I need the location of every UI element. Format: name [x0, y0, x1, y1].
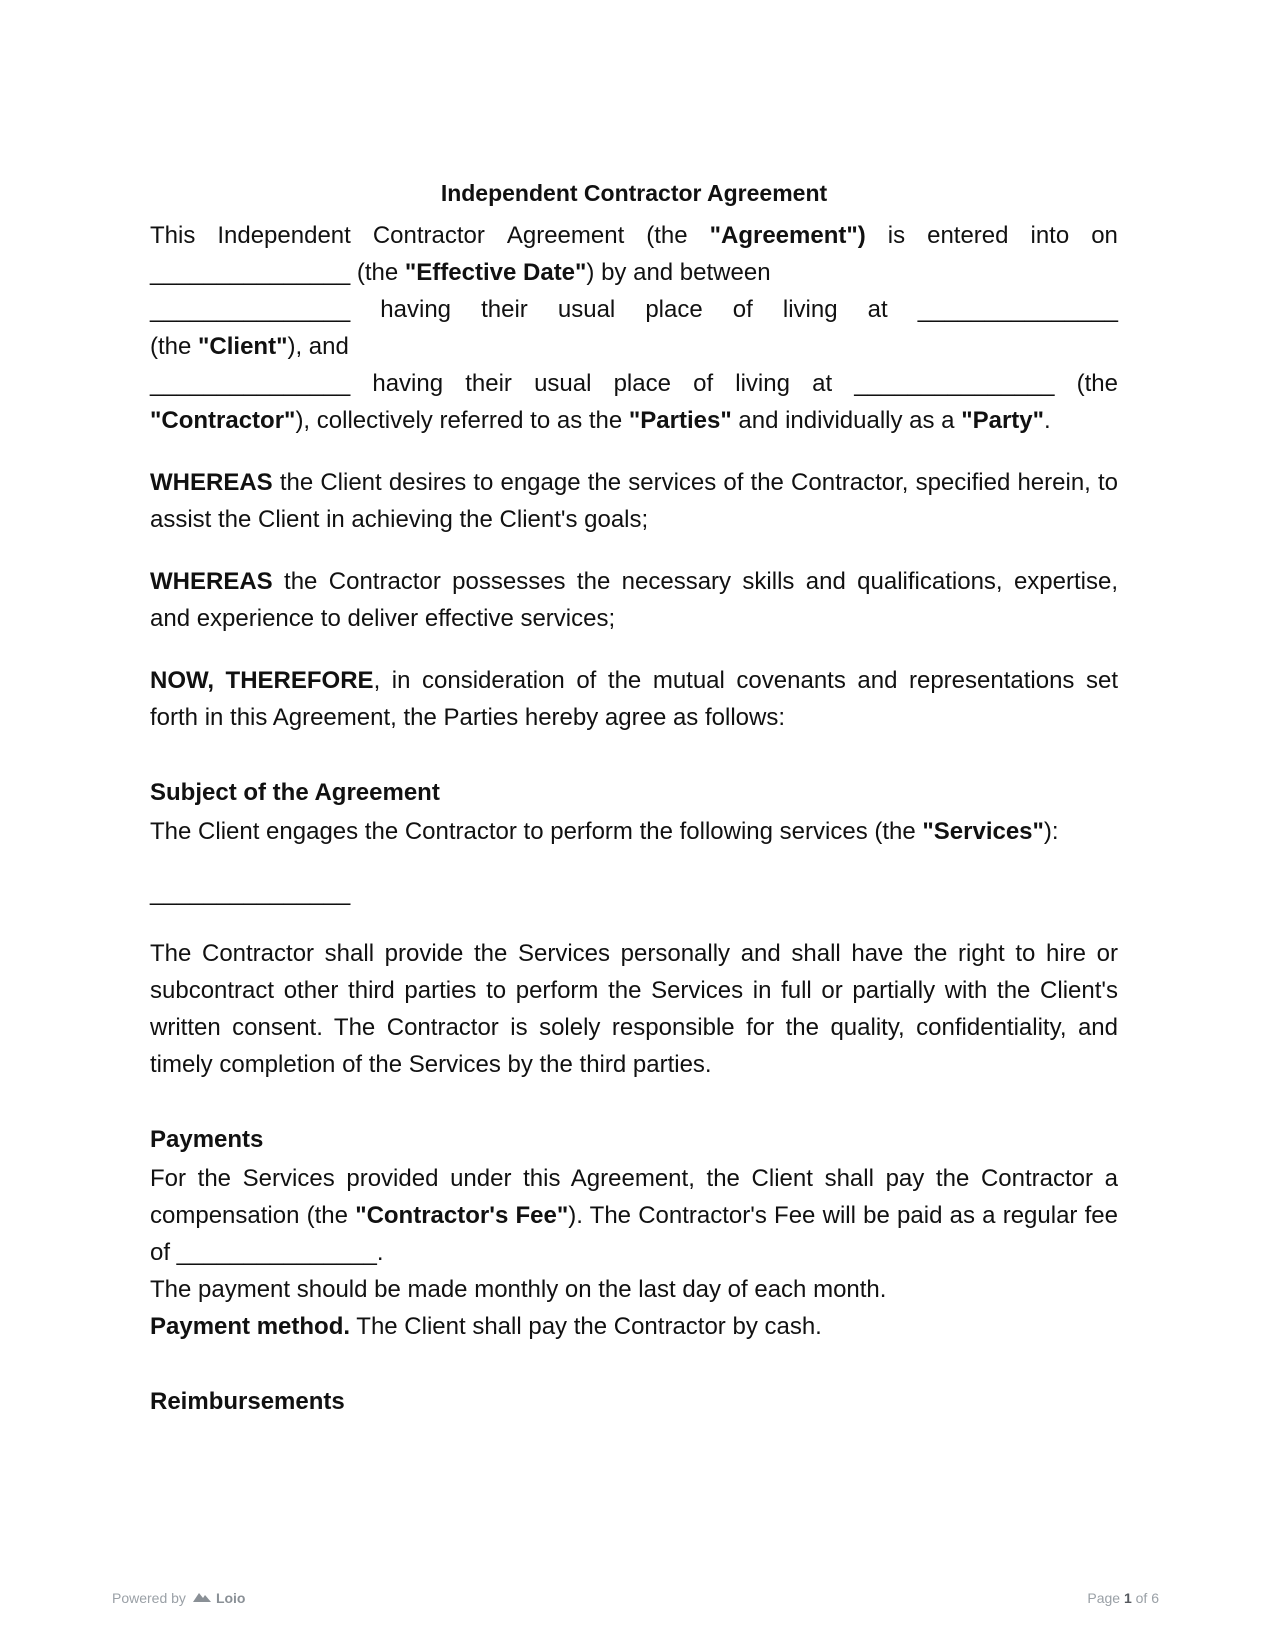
now-therefore-keyword: NOW, THEREFORE — [150, 667, 374, 694]
section-heading-reimbursements: Reimbursements — [150, 1388, 345, 1415]
agreement-term: "Agreement") — [709, 222, 866, 249]
intro-word: living — [782, 296, 838, 323]
subcontract-paragraph: The Contractor shall provide the Services personally and shall have the right to hire or subcontract other third parties to perform the Services in full or partially with the Client's written consent. The Contractor is solely responsible for the quality, confidentiality, and timely completion of the Services by the third parties. — [150, 940, 1118, 1078]
payment-method-label: Payment method. — [150, 1313, 351, 1340]
payment-method-text: The Client shall pay the Contractor by cash. — [350, 1313, 822, 1340]
effective-date-blank[interactable]: _______________ — [150, 259, 351, 286]
brand-name: Loio — [215, 1590, 246, 1606]
services-blank[interactable]: _______________ — [150, 879, 351, 906]
intro-word: Agreement — [506, 222, 625, 249]
whereas-keyword: WHEREAS — [150, 469, 273, 496]
intro-word: (the — [1076, 370, 1118, 397]
payment-method-paragraph — [150, 1308, 1118, 1345]
intro-text: and individually as a — [731, 407, 962, 434]
intro-word: is — [887, 222, 906, 249]
intro-word: entered — [927, 222, 1009, 249]
party-term: "Party" — [961, 407, 1044, 434]
services-paragraph — [150, 813, 1118, 850]
section-heading-payments: Payments — [150, 1126, 264, 1153]
fee-paragraph — [150, 1160, 1118, 1271]
services-text: ): — [1043, 818, 1059, 845]
whereas-text: the Client desires to engage the services of the Contractor, specified herein, to assist the Client in achieving the Client's goals; — [150, 469, 1118, 533]
whereas-clause-1 — [150, 464, 1118, 538]
intro-word: of — [693, 370, 714, 397]
intro-text: (the — [350, 259, 405, 286]
intro-paragraph — [150, 217, 1118, 439]
contractors-fee-term: "Contractor's Fee" — [355, 1202, 569, 1229]
intro-text: (the — [150, 333, 199, 360]
intro-text: ) by and between — [586, 259, 771, 286]
whereas-keyword: WHEREAS — [150, 568, 273, 595]
document-title: Independent Contractor Agreement — [440, 180, 828, 206]
intro-line-2 — [150, 254, 1118, 291]
page-prefix: Page — [1087, 1590, 1121, 1606]
intro-word: at — [867, 296, 888, 323]
intro-line-1 — [150, 217, 1118, 254]
page-current: 1 — [1123, 1590, 1132, 1606]
fee-text: For the Services provided under this Agreement, the Client shall pay the Contractor a compensation (the — [150, 1165, 1118, 1229]
intro-word: into — [1030, 222, 1070, 249]
powered-by-label: Powered by — [112, 1590, 186, 1606]
loio-logo-icon — [192, 1589, 212, 1607]
whereas-clause-2 — [150, 563, 1118, 637]
intro-line-5 — [150, 365, 1118, 402]
footer-page-number — [1087, 1589, 1159, 1607]
intro-line-6 — [150, 402, 1118, 439]
document-body — [150, 178, 1118, 1422]
client-name-blank[interactable]: _______________ — [150, 296, 351, 323]
intro-word: usual — [557, 296, 616, 323]
intro-word: at — [812, 370, 833, 397]
effective-date-term: "Effective Date" — [404, 259, 587, 286]
intro-word: place — [613, 370, 671, 397]
services-term: "Services" — [922, 818, 1044, 845]
services-text: The Client engages the Contractor to perform the following services (the — [150, 818, 923, 845]
payment-schedule-text: The payment should be made monthly on the last day of each month. — [150, 1276, 887, 1303]
intro-word: of — [732, 296, 753, 323]
intro-word: their — [465, 370, 512, 397]
intro-word: on — [1091, 222, 1118, 249]
contractor-address-blank[interactable]: _______________ — [854, 370, 1055, 397]
client-term: "Client" — [198, 333, 288, 360]
now-therefore-clause — [150, 662, 1118, 736]
intro-line-4 — [150, 328, 1118, 365]
intro-word: Independent — [217, 222, 351, 249]
intro-text: ), collectively referred to as the — [295, 407, 629, 434]
intro-text: . — [1044, 407, 1051, 434]
intro-text: ), and — [287, 333, 349, 360]
parties-term: "Parties" — [628, 407, 732, 434]
footer-powered-by — [112, 1589, 245, 1607]
whereas-text: the Contractor possesses the necessary skills and qualifications, expertise, and experience to deliver effective services; — [150, 568, 1118, 632]
intro-word: place — [645, 296, 703, 323]
intro-word: living — [735, 370, 790, 397]
contractor-name-blank[interactable]: _______________ — [150, 370, 351, 397]
intro-word: (the — [646, 222, 688, 249]
intro-word: their — [481, 296, 528, 323]
intro-word: This — [150, 222, 196, 249]
intro-word: Contractor — [372, 222, 485, 249]
intro-word: usual — [534, 370, 592, 397]
intro-word: having — [372, 370, 444, 397]
contractor-term: "Contractor" — [150, 407, 296, 434]
intro-word: having — [380, 296, 452, 323]
now-therefore-text: , in consideration of the mutual covenants and representations set forth in this Agreement, the Parties hereby agree as follows: — [150, 667, 1118, 731]
page-suffix: of 6 — [1135, 1590, 1159, 1606]
loio-brand-link[interactable] — [192, 1589, 246, 1607]
section-heading-subject: Subject of the Agreement — [150, 779, 440, 806]
intro-line-3 — [150, 291, 1118, 328]
client-address-blank[interactable]: _______________ — [917, 296, 1118, 323]
fee-text: ). The Contractor's Fee will be paid as a regular fee of _______________. — [150, 1202, 1118, 1266]
